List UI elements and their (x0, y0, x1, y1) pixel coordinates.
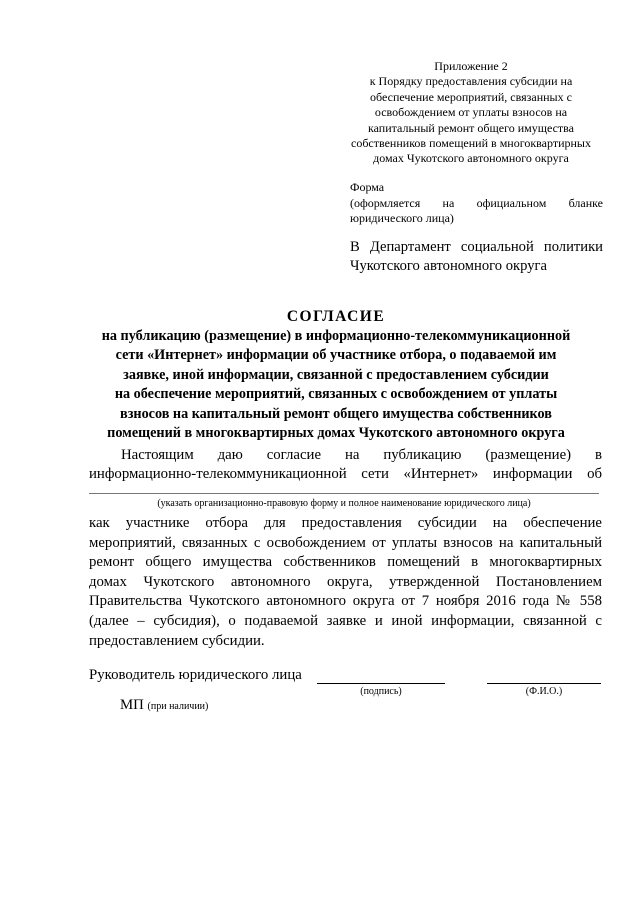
paragraph-line: (далее – субсидия), о подаваемой заявке и иной информации, связанной с (89, 612, 602, 629)
appendix-line: освобождением от уплаты взносов на (374, 105, 568, 120)
subtitle-line: на обеспечение мероприятий, связанных с освобождением от уплаты (114, 386, 558, 403)
subtitle-line: взносов на капитальный ремонт общего имущества собственников (120, 405, 552, 422)
subtitle-line: помещений в многоквартирных домах Чукотского автономного округа (107, 425, 565, 442)
paragraph-line: предоставлением субсидии. (89, 632, 265, 649)
appendix-line: обеспечение мероприятий, связанных с (370, 89, 572, 104)
document-heading (70, 307, 602, 443)
form-note-line: (оформляется на официальном бланке (350, 195, 603, 210)
addressee-line: В Департамент социальной политики (350, 239, 603, 255)
subtitle-line: заявке, иной информации, связанной с предоставлением субсидии (123, 366, 549, 383)
consent-paragraph-intro (89, 446, 602, 485)
signature-fill-line (317, 683, 445, 684)
addressee-line: Чукотского автономного округа (350, 258, 547, 274)
document-subtitle (70, 327, 602, 443)
document-title: СОГЛАСИЕ (286, 308, 386, 325)
paragraph-line: Настоящим даю согласие на публикацию (размещение) в (121, 447, 602, 463)
appendix-line: к Порядку предоставления субсидии на (369, 74, 573, 89)
form-note-line: юридического лица) (350, 211, 454, 225)
appendix-line: капитальный ремонт общего имущества (367, 120, 574, 135)
paragraph-line: ремонт общего имущества собственников помещений в многоквартирных (89, 554, 602, 571)
full-name-caption: (Ф.И.О.) (525, 686, 563, 697)
appendix-line: собственников помещений в многоквартирных (351, 136, 591, 151)
stamp-label: МП (120, 697, 144, 713)
signatory-label: Руководитель юридического лица (89, 667, 302, 683)
form-note (350, 180, 603, 227)
paragraph-line: как участнике отбора для предоставления субсидии на обеспечение (89, 515, 602, 531)
paragraph-line: информационно-телекоммуникационной сети «Интернет» информации об (89, 466, 602, 483)
form-label: Форма (350, 180, 385, 194)
stamp-note: (при наличии) (147, 701, 209, 712)
subtitle-line: на публикацию (размещение) в информационно-телекоммуникационной (101, 328, 571, 344)
organization-name-fill-line (89, 493, 599, 494)
paragraph-line: мероприятий, связанных с освобождением от уплаты взносов на капитальный (89, 534, 602, 551)
paragraph-line: Правительства Чукотского автономного округа от 7 ноября 2016 года № 558 (89, 593, 602, 610)
consent-paragraph-body (89, 514, 602, 651)
organization-name-caption: (указать организационно-правовую форму и полное наименование юридического лица) (157, 498, 531, 509)
full-name-fill-line (487, 683, 601, 684)
appendix-header (334, 59, 608, 167)
signature-caption: (подпись) (360, 686, 402, 697)
paragraph-line: домах Чукотского автономного округа, утвержденной Постановлением (89, 573, 602, 590)
subtitle-line: сети «Интернет» информации об участнике отбора, о подаваемой им (115, 347, 557, 364)
addressee (350, 238, 603, 276)
appendix-line: домах Чукотского автономного округа (373, 151, 569, 166)
appendix-line: Приложение 2 (434, 59, 508, 73)
stamp-place (120, 696, 208, 716)
